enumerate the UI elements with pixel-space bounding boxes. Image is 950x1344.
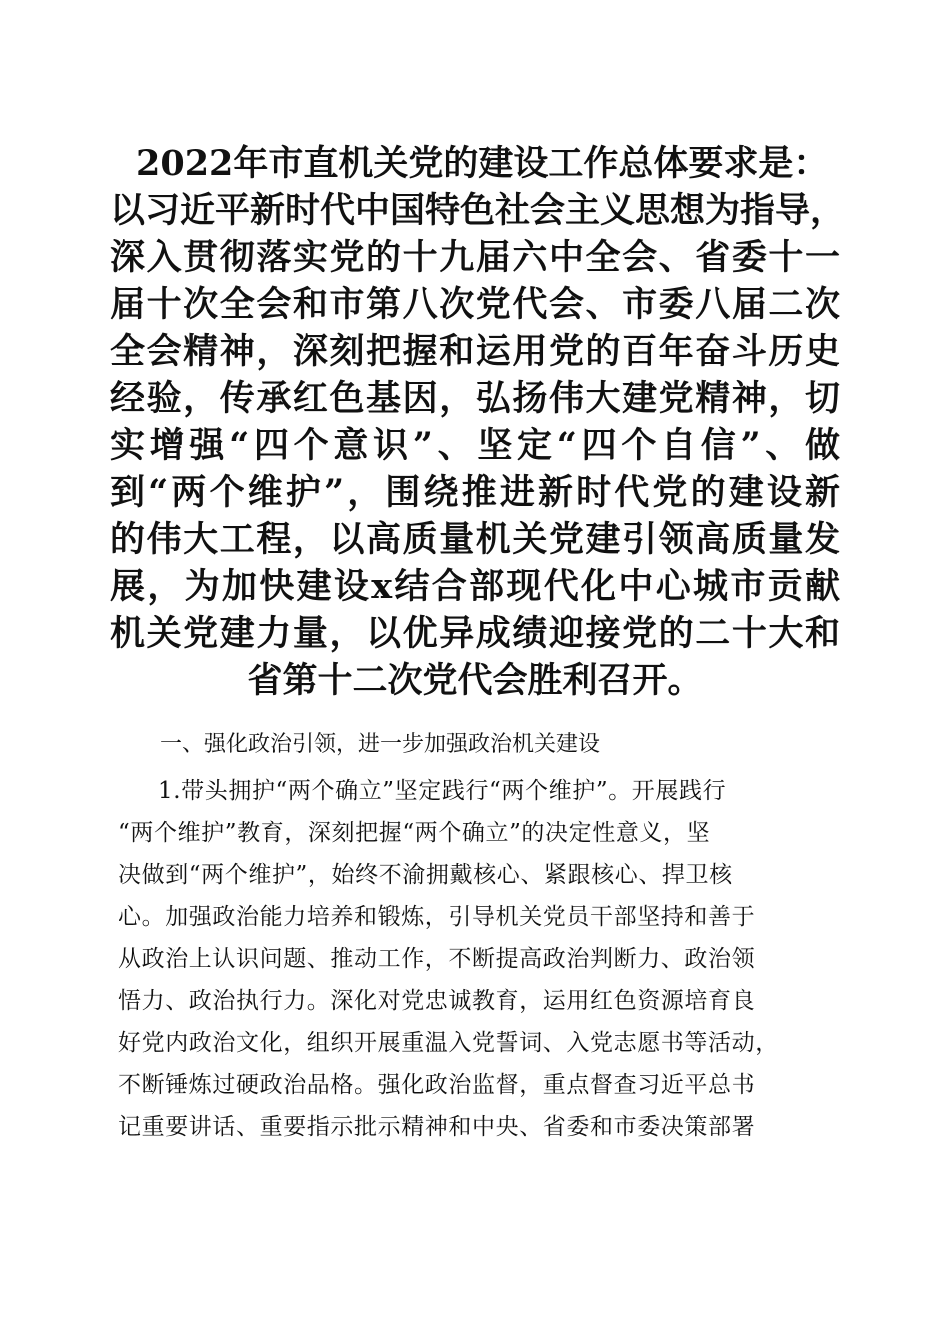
title-line: 以习近平新时代中国特色社会主义思想为指导， — [110, 190, 846, 231]
body-line: 记重要讲话、重要指示批示精神和中央、省委和市委决策部署 — [118, 1114, 756, 1140]
title-line: 省第十二次党代会胜利召开。 — [247, 660, 703, 701]
title-line: 2022年市直机关党的建设工作总体要求是： — [136, 143, 829, 184]
title-line: 机关党建力量，以优异成绩迎接党的二十大和 — [110, 613, 840, 654]
title-line: 到“两个维护”，围绕推进新时代党的建设新 — [110, 472, 840, 513]
document-title — [110, 140, 846, 704]
body-line: 悟力、政治执行力。深化对党忠诚教育，运用红色资源培育良 — [118, 988, 756, 1014]
body-line: 从政治上认识问题、推动工作，不断提高政治判断力、政治领 — [118, 946, 756, 972]
title-line: 届十次全会和市第八次党代会、市委八届二次 — [110, 284, 840, 325]
body-line: 心。加强政治能力培养和锻炼，引导机关党员干部坚持和善于 — [118, 904, 756, 930]
title-line: 深入贯彻落实党的十九届六中全会、省委十一 — [110, 237, 840, 278]
body-paragraph — [118, 770, 830, 1148]
body-line: 好党内政治文化，组织开展重温入党誓词、入党志愿书等活动， — [118, 1030, 779, 1056]
body-line: “两个维护”教育，深刻把握“两个确立”的决定性意义，坚 — [118, 820, 711, 846]
title-line: 的伟大工程，以高质量机关党建引领高质量发 — [110, 519, 840, 560]
body-line: 不断锤炼过硬政治品格。强化政治监督，重点督查习近平总书 — [118, 1072, 756, 1098]
body-line: 1.带头拥护“两个确立”坚定践行“两个维护”。开展践行 — [158, 778, 727, 804]
section-heading: 一、强化政治引领，进一步加强政治机关建设 — [160, 732, 601, 757]
title-line: 实增强“四个意识”、坚定“四个自信”、做 — [110, 425, 840, 466]
body-line: 决做到“两个维护”，始终不渝拥戴核心、紧跟核心、捍卫核 — [118, 862, 733, 888]
title-line: 全会精神，深刻把握和运用党的百年奋斗历史 — [110, 331, 840, 372]
title-line: 经验，传承红色基因，弘扬伟大建党精神，切 — [110, 378, 840, 419]
title-line: 展，为加快建设x结合部现代化中心城市贡献 — [110, 566, 840, 607]
